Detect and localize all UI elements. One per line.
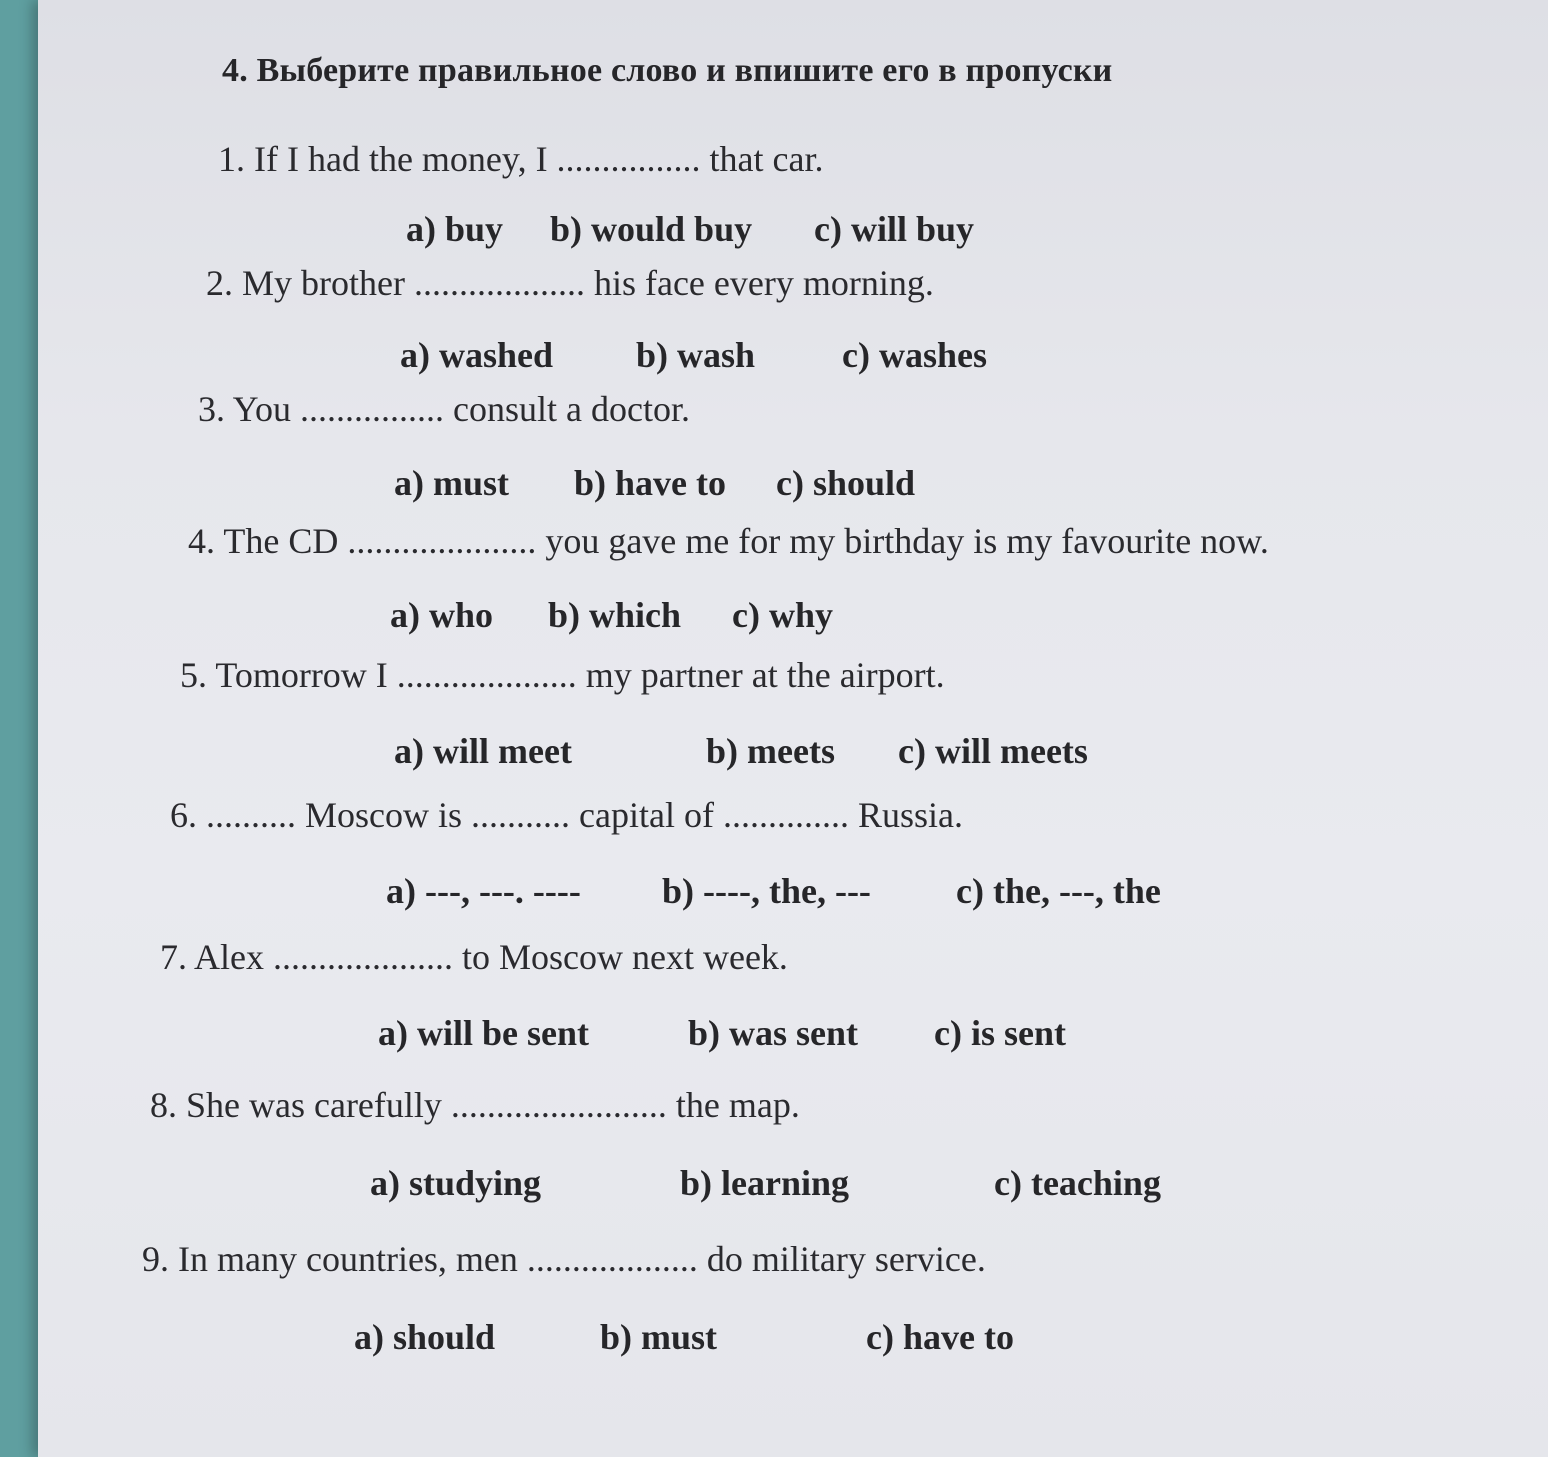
option-5c: c) will meets [898, 731, 1088, 771]
option-9c: c) have to [866, 1317, 1014, 1357]
option-1b: b) would buy [550, 209, 753, 249]
option-7c: c) is sent [934, 1013, 1066, 1053]
option-6b: b) ----, the, --- [662, 871, 871, 911]
option-3c: c) should [776, 463, 916, 503]
question-2: 2. My brother ................... his face every morning. [206, 263, 934, 303]
option-4a: a) who [390, 595, 494, 635]
option-1a: a) buy [406, 209, 504, 249]
option-7a: a) will be sent [378, 1013, 589, 1053]
question-5: 5. Tomorrow I .................... my partner at the airport. [180, 655, 945, 695]
question-4: 4. The CD ..................... you gave me for my birthday is my favourite now. [188, 521, 1269, 561]
option-7b: b) was sent [688, 1013, 859, 1053]
option-8c: c) teaching [994, 1163, 1161, 1203]
option-6c: c) the, ---, the [956, 871, 1161, 911]
option-2a: a) washed [400, 335, 554, 375]
option-4b: b) which [548, 595, 682, 635]
option-1c: c) will buy [814, 209, 975, 249]
option-5a: a) will meet [394, 731, 572, 771]
question-8: 8. She was carefully ........................ the map. [150, 1085, 800, 1125]
option-5b: b) meets [706, 731, 835, 771]
question-9: 9. In many countries, men ................... do military service. [142, 1239, 986, 1279]
option-9a: a) should [354, 1317, 496, 1357]
option-8a: a) studying [370, 1163, 542, 1203]
option-2b: b) wash [636, 335, 756, 375]
option-3b: b) have to [574, 463, 726, 503]
option-9b: b) must [600, 1317, 718, 1357]
question-7: 7. Alex .................... to Moscow next week. [160, 937, 788, 977]
question-6: 6. .......... Moscow is ........... capital of .............. Russia. [170, 795, 963, 835]
option-2c: c) washes [842, 335, 987, 375]
exercise-heading: 4. Выберите правильное слово и впишите его в пропуски [222, 52, 1113, 89]
option-4c: c) why [732, 595, 833, 635]
option-3a: a) must [394, 463, 509, 503]
question-1: 1. If I had the money, I ................ that car. [218, 139, 824, 179]
question-3: 3. You ................ consult a doctor. [198, 389, 691, 429]
option-6a: a) ---, ---. ---- [386, 871, 581, 911]
option-8b: b) learning [680, 1163, 850, 1203]
worksheet-page [38, 0, 1548, 1457]
